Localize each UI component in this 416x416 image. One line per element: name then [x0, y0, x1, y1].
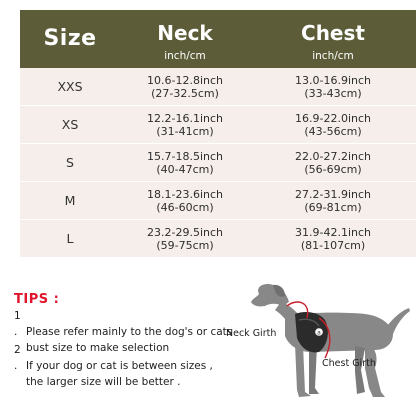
chest-inch: 13.0-16.9inch — [294, 74, 371, 87]
tip-line: If your dog or cat is between sizes , — [26, 360, 213, 372]
size-cell: M — [64, 193, 76, 208]
size-cell: XXS — [57, 79, 83, 94]
chest-inch: 27.2-31.9inch — [294, 188, 371, 201]
size-cell: L — [66, 231, 74, 246]
table-row — [20, 68, 416, 106]
header-neck-label: Neck — [157, 21, 213, 45]
tip-number: 1 . — [14, 310, 21, 338]
size-chart-header — [20, 10, 416, 68]
neck-cm: (27-32.5cm) — [151, 87, 219, 100]
measure-marker-label: a — [317, 329, 321, 337]
size-cell: S — [66, 155, 74, 170]
header-chest-unit: inch/cm — [312, 50, 354, 62]
neck-inch: 15.7-18.5inch — [146, 150, 223, 163]
neck-cm: (46-60cm) — [156, 201, 214, 214]
neck-cell — [120, 150, 250, 176]
neck-girth-label: Neck Girth — [226, 328, 277, 339]
tip-line: Please refer mainly to the dog's or cats — [26, 326, 233, 338]
chest-girth-label: Chest Girth — [322, 358, 376, 369]
neck-inch: 12.2-16.1inch — [146, 112, 223, 125]
chest-cell — [250, 150, 416, 176]
neck-cm: (40-47cm) — [156, 163, 214, 176]
chest-cell — [250, 112, 416, 138]
table-row — [20, 220, 416, 258]
neck-cell — [120, 188, 250, 214]
neck-cell — [120, 74, 250, 100]
dog-measurement-diagram — [215, 276, 415, 406]
chest-inch: 31.9-42.1inch — [294, 226, 371, 239]
header-neck-column — [120, 10, 250, 68]
tip-line: bust size to make selection — [26, 342, 170, 354]
chest-cm: (33-43cm) — [304, 87, 362, 100]
neck-inch: 18.1-23.6inch — [146, 188, 223, 201]
tip-item — [14, 342, 213, 390]
tips-title: TIPS : — [14, 292, 60, 307]
neck-cm: (59-75cm) — [156, 239, 214, 252]
chest-cm: (81-107cm) — [300, 239, 366, 252]
neck-inch: 10.6-12.8inch — [146, 74, 223, 87]
chest-inch: 22.0-27.2inch — [294, 150, 371, 163]
chest-cm: (56-69cm) — [304, 163, 362, 176]
chest-inch: 16.9-22.0inch — [294, 112, 371, 125]
table-row — [20, 182, 416, 220]
chest-cm: (69-81cm) — [304, 201, 362, 214]
header-size-column — [20, 10, 120, 68]
header-chest-column — [250, 10, 416, 68]
size-cell: XS — [61, 117, 79, 132]
neck-cell — [120, 112, 250, 138]
header-chest-label: Chest — [301, 21, 365, 45]
tip-line: the larger size will be better . — [26, 376, 181, 388]
chest-cell — [250, 226, 416, 252]
table-row — [20, 144, 416, 182]
table-row — [20, 106, 416, 144]
tip-number: 2 . — [14, 344, 21, 372]
size-chart-table — [20, 68, 416, 258]
neck-cell — [120, 226, 250, 252]
header-neck-unit: inch/cm — [164, 50, 206, 62]
header-size-label: Size — [43, 26, 97, 51]
chest-cell — [250, 188, 416, 214]
chest-cm: (43-56cm) — [304, 125, 362, 138]
neck-cm: (31-41cm) — [156, 125, 214, 138]
neck-inch: 23.2-29.5inch — [146, 226, 223, 239]
chest-cell — [250, 74, 416, 100]
